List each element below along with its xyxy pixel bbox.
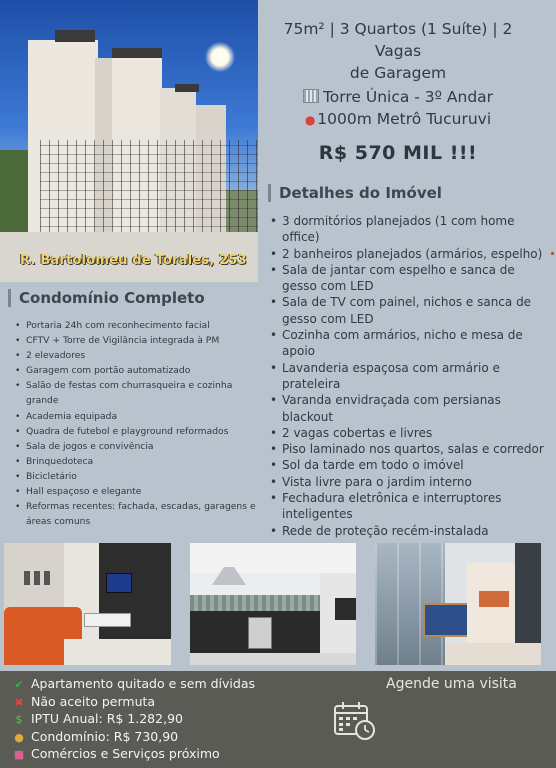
details-title: Detalhes do Imóvel (268, 184, 442, 202)
building-roof-2 (112, 48, 162, 58)
balcony-photo (375, 543, 541, 665)
details-item: • Fechadura eletrônica e interruptores inteligentes (268, 490, 550, 523)
condo-list (12, 318, 258, 529)
sun (205, 42, 235, 72)
schedule-visit-text[interactable]: Agende uma visita (386, 676, 517, 692)
details-item: • Sala de jantar com espelho e sanca de gesso com LED (268, 262, 550, 295)
bottom-item (12, 710, 183, 728)
moneybag-icon: ● (14, 730, 24, 744)
details-item: • 2 vagas cobertas e livres (268, 425, 550, 441)
condo-item: • Academia equipada (12, 409, 258, 424)
details-item: • Cozinha com armários, nicho e mesa de apoio (268, 327, 550, 360)
details-item: • 2 banheiros planejados (armários, espelho) (268, 246, 550, 262)
details-item: • Varanda envidraçada com persianas blackout (268, 392, 550, 425)
details-list (268, 213, 550, 539)
details-item: • Rede de proteção recém-instalada (268, 523, 550, 539)
condo-item: • Sala de jogos e convivência (12, 439, 258, 454)
bottom-item-text: Apartamento quitado e sem dívidas (31, 676, 256, 691)
details-item: • Vista livre para o jardim interno (268, 474, 550, 490)
decorative-dot (551, 252, 554, 255)
details-item: • Sol da tarde em todo o imóvel (268, 457, 550, 473)
calendar-clock-icon (333, 700, 377, 742)
pin-icon: ● (304, 113, 316, 127)
bottom-item-text: Não aceito permuta (31, 693, 156, 709)
money-icon: $ (15, 713, 23, 727)
condo-item: • Quadra de futebol e playground reformados (12, 424, 258, 439)
condo-item: • Reformas recentes: fachada, escadas, garagens e áreas comuns (12, 499, 258, 529)
tower-line: Torre Única - 3º Andar (260, 86, 536, 108)
condo-item: • Garagem com portão automatizado (12, 363, 258, 378)
street-label: R. Bartolomeu de Torales, 253 (20, 253, 247, 268)
bottom-item-text: Condomínio: R$ 730,90 (31, 728, 179, 744)
trees-left (0, 150, 28, 240)
condo-title: Condomínio Completo (8, 289, 205, 307)
living-room-photo (4, 543, 171, 665)
listing-header (260, 18, 536, 131)
building-icon (303, 89, 319, 103)
shopping-icon: ■ (13, 748, 25, 762)
condo-item: • Bicicletário (12, 469, 258, 484)
building-photo (0, 0, 258, 282)
details-item: • 3 dormitórios planejados (1 com home office) (268, 213, 550, 246)
condo-item: • Hall espaçoso e elegante (12, 484, 258, 499)
kitchen-photo (190, 543, 356, 665)
details-item: • Lavanderia espaçosa com armário e prateleira (268, 360, 550, 393)
check-icon: ✔ (14, 678, 24, 691)
condo-item: • CFTV + Torre de Vigilância integrada à PM (12, 333, 258, 348)
price: R$ 570 MIL !!! (318, 142, 478, 164)
specs-line: 75m² | 3 Quartos (1 Suíte) | 2 Vagas (283, 20, 513, 60)
condo-item: • Salão de festas com churrasqueira e cozinha grande (12, 378, 258, 408)
cross-icon: ✖ (14, 695, 24, 709)
bottom-item (12, 693, 155, 711)
building-roof-3 (175, 84, 199, 92)
bottom-item (12, 728, 178, 746)
metro-line: ● 1000m Metrô Tucuruvi (304, 110, 492, 128)
details-item: • Piso laminado nos quartos, salas e corredor (268, 441, 550, 457)
bottom-item-text: IPTU Anual: R$ 1.282,90 (31, 711, 183, 727)
bottom-item-text: Comércios e Serviços próximo (31, 746, 220, 762)
specs-line-2: de Garagem (349, 64, 447, 82)
condo-item: • 2 elevadores (12, 348, 258, 363)
condo-item: • Brinquedoteca (12, 454, 258, 469)
condo-item: • Portaria 24h com reconhecimento facial (12, 318, 258, 333)
building-roof (55, 30, 95, 42)
bottom-item (12, 675, 255, 693)
fence (40, 140, 258, 236)
bottom-item (12, 745, 220, 763)
details-item: • Sala de TV com painel, nichos e sanca de gesso com LED (268, 294, 550, 327)
